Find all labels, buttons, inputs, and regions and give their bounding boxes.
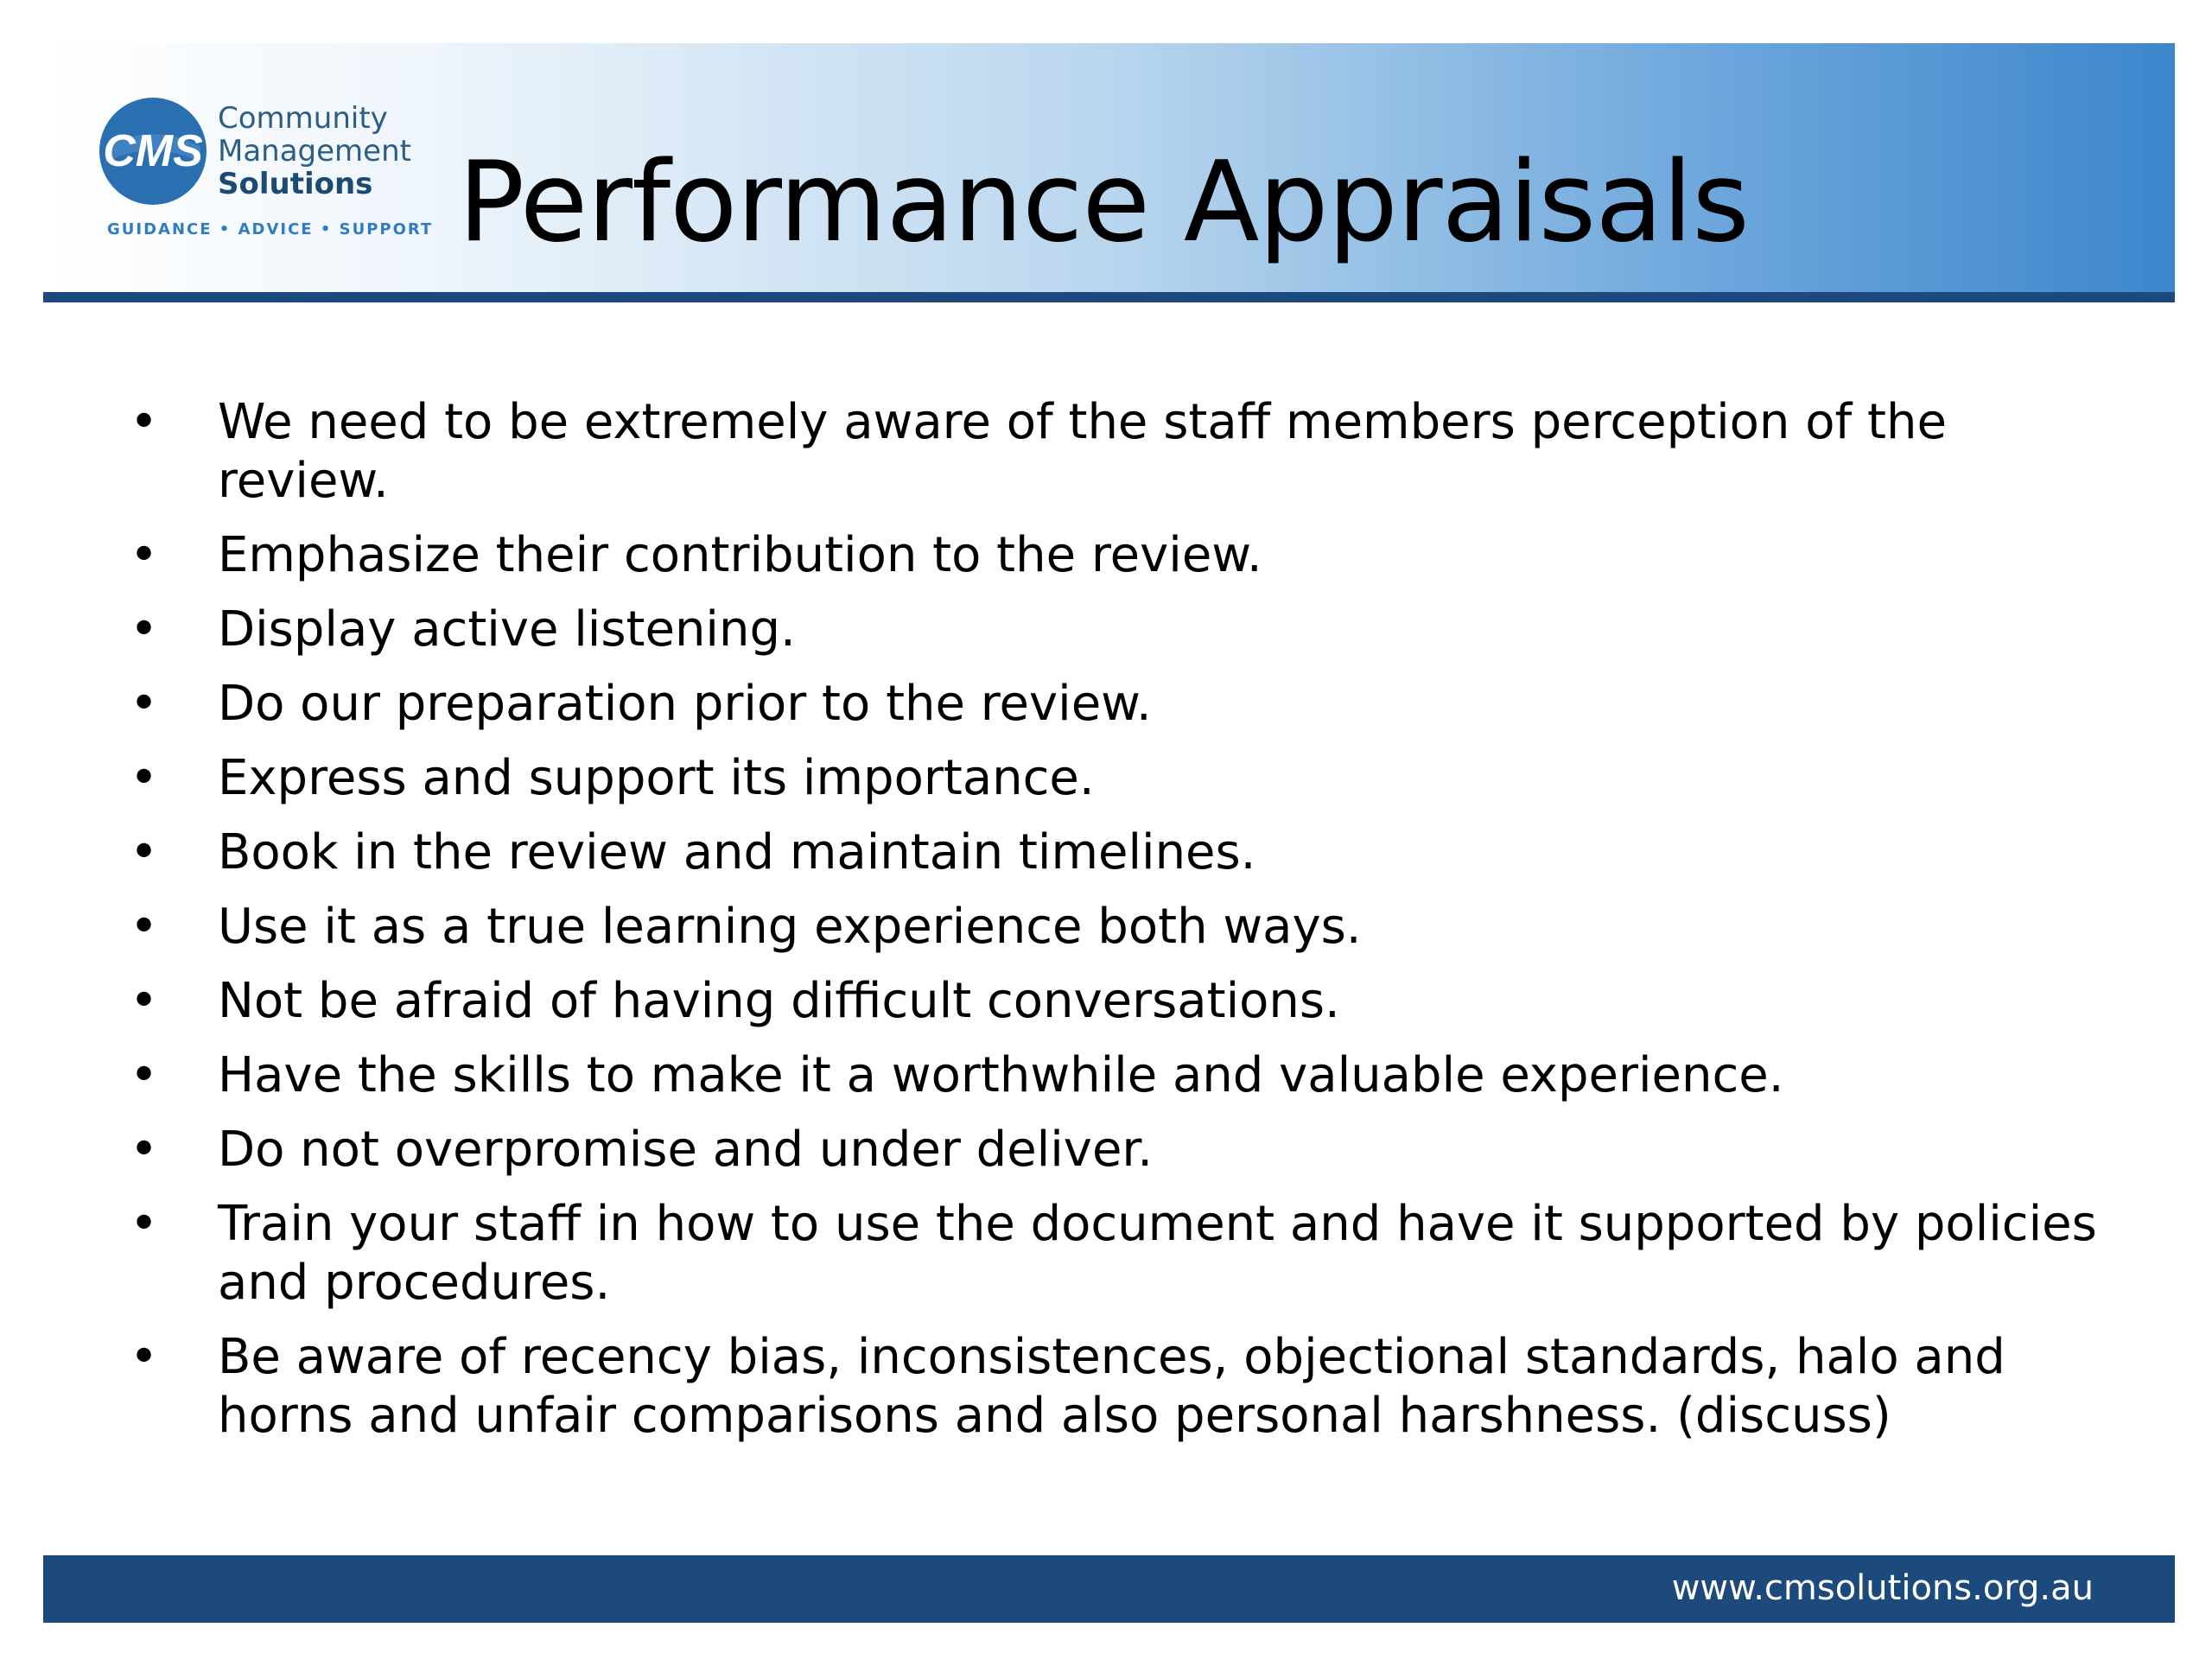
bullet-item [130,393,2108,511]
cms-logo-wordmark [218,102,411,200]
bullet-point-icon: • [130,676,159,732]
cms-logo [97,95,434,246]
footer-url: www.cmsolutions.org.au [1671,1568,2094,1608]
bullet-point-icon: • [130,1122,159,1178]
bullet-text: Train your staff in how to use the document and have it supported by policies and procedures. [218,1196,2097,1311]
bullet-point-icon: • [130,1196,159,1252]
bullet-point-icon: • [130,601,159,658]
footer-band [43,1555,2175,1623]
bullet-text: Use it as a true learning experience both ways. [218,899,1362,955]
bullet-item [130,1195,2108,1313]
bullet-text: Have the skills to make it a worthwhile and valuable experience. [218,1047,1784,1103]
bullet-text: Be aware of recency bias, inconsistences, objectional standards, halo and horns and unfair comparisons and also personal harshness. (discuss) [218,1329,2005,1444]
bullet-point-icon: • [130,973,159,1029]
bullet-item [130,601,2108,659]
bullet-text: Do not overpromise and under deliver. [218,1122,1154,1178]
bullet-item [130,972,2108,1031]
logo-line-community: Community [218,101,388,136]
bullet-text: Display active listening. [218,601,796,658]
bullet-text: Emphasize their contribution to the review. [218,527,1262,583]
bullet-point-icon: • [130,750,159,806]
logo-line-management: Management [218,134,411,168]
header-divider [43,292,2175,302]
bullet-text: Not be afraid of having difficult conversations. [218,973,1340,1029]
bullet-point-icon: • [130,1047,159,1103]
slide-title: Performance Appraisals [458,138,1749,267]
cms-logo-monogram: CMS [103,126,203,176]
bullet-text: We need to be extremely aware of the staff members perception of the review. [218,394,1947,509]
logo-tagline: GUIDANCE • ADVICE • SUPPORT [107,220,434,238]
bullet-item [130,823,2108,882]
bullet-item [130,1121,2108,1179]
logo-line-solutions: Solutions [218,167,373,201]
bullet-item [130,898,2108,957]
bullet-point-icon: • [130,1329,159,1385]
bullet-item [130,1046,2108,1105]
bullet-list [130,393,2108,1461]
bullet-item [130,675,2108,734]
bullet-point-icon: • [130,394,159,450]
bullet-text: Do our preparation prior to the review. [218,676,1152,732]
bullet-point-icon: • [130,824,159,880]
bullet-item [130,1328,2108,1446]
bullet-point-icon: • [130,899,159,955]
bullet-point-icon: • [130,527,159,583]
bullet-item [130,749,2108,808]
bullet-item [130,526,2108,585]
cms-logo-circle-icon [97,95,209,207]
bullet-text: Express and support its importance. [218,750,1095,806]
bullet-text: Book in the review and maintain timelines. [218,824,1256,880]
